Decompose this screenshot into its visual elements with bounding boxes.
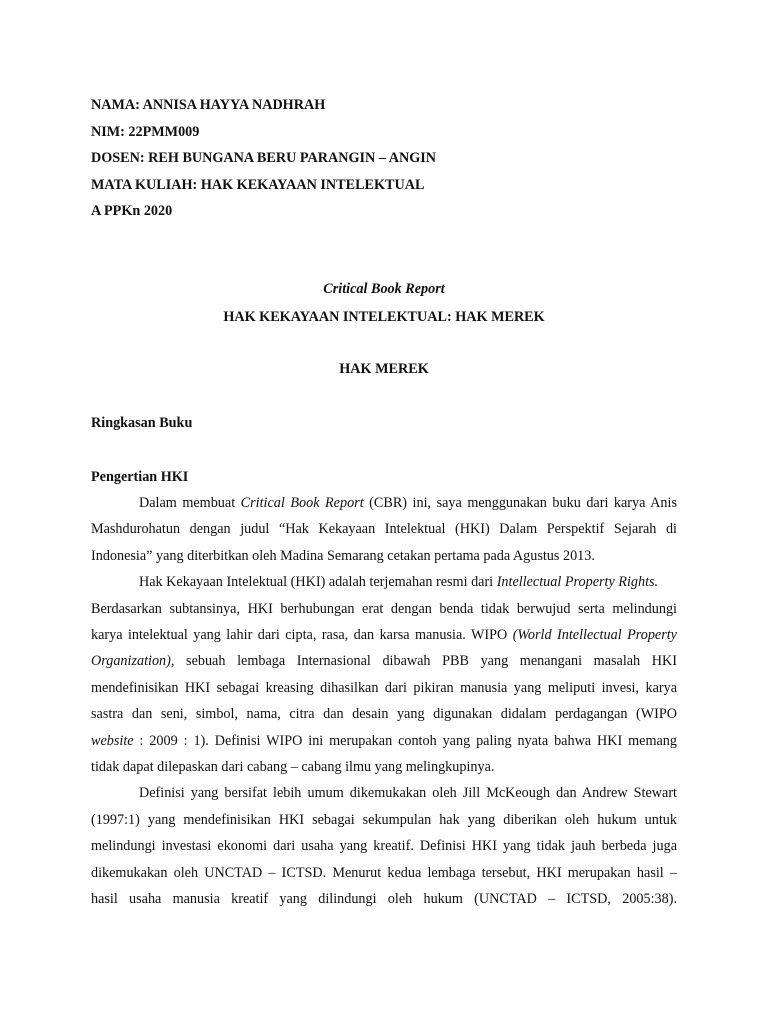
lecturer-name: DOSEN: REH BUNGANA BERU PARANGIN – ANGIN: [91, 150, 436, 166]
class-name: A PPKn 2020: [91, 203, 173, 219]
paragraph-line: karya intelektual yang lahir dari cipta, rasa, dan karsa manusia. WIPO (World Intellectual Property: [91, 627, 677, 644]
body-text: [91, 490, 677, 913]
paragraph-line: tidak dapat dilepaskan dari cabang – cabang ilmu yang melingkupinya.: [91, 759, 495, 776]
paragraph-line: Mashdurohatun dengan judul “Hak Kekayaan Intelektual (HKI) Dalam Perspektif Sejarah di: [91, 521, 677, 538]
paragraph-line: Hak Kekayaan Intelektual (HKI) adalah terjemahan resmi dari Intellectual Property Rights.: [139, 574, 659, 591]
paragraph-line: melindungi investasi ekonomi dari usaha yang kreatif. Definisi HKI yang tidak jauh berbeda juga: [91, 838, 677, 855]
student-info-block: [91, 92, 691, 225]
paragraph-line: Definisi yang bersifat lebih umum dikemukakan oleh Jill McKeough dan Andrew Stewart: [139, 785, 677, 802]
paragraph-line: Dalam membuat Critical Book Report (CBR) ini, saya menggunakan buku dari karya Anis: [139, 495, 677, 511]
pengertian-heading: Pengertian HKI: [91, 469, 189, 485]
paragraph-line: (1997:1) yang mendefinisikan HKI sebagai sekumpulan hak yang diberikan oleh hukum untuk: [91, 811, 677, 828]
paragraph-3: [91, 780, 677, 912]
paragraph-2: [91, 569, 677, 780]
report-type-title: Critical Book Report: [323, 281, 445, 297]
paragraph-line: sastra dan seni, simbol, nama, citra dan desain yang digunakan didalam perdagangan (WIPO: [91, 706, 677, 723]
paragraph-1: [91, 490, 677, 569]
paragraph-line: Berdasarkan subtansinya, HKI berhubungan erat dengan benda tidak berwujud serta melindungi: [91, 600, 677, 617]
paragraph-line: Indonesia” yang diterbitkan oleh Madina Semarang cetakan pertama pada Agustus 2013.: [91, 547, 595, 564]
course-name: MATA KULIAH: HAK KEKAYAAN INTELEKTUAL: [91, 176, 425, 193]
ringkasan-heading: Ringkasan Buku: [91, 415, 193, 431]
paragraph-line: hasil usaha manusia kreatif yang dilindungi oleh hukum (UNCTAD – ICTSD, 2005:38).: [91, 891, 677, 908]
paragraph-line: website : 2009 : 1). Definisi WIPO ini merupakan contoh yang paling nyata bahwa HKI memang: [91, 732, 677, 749]
paragraph-line: dikemukakan oleh UNCTAD – ICTSD. Menurut kedua lembaga tersebut, HKI merupakan hasil –: [91, 864, 677, 881]
paragraph-line: mendefinisikan HKI sebagai kreasing dihasilkan dari pikiran manusia yang meliputi invesi, karya: [91, 679, 677, 696]
document-title: HAK KEKAYAAN INTELEKTUAL: HAK MEREK: [223, 309, 545, 325]
student-name: NAMA: ANNISA HAYYA NADHRAH: [91, 97, 326, 113]
section-heading: HAK MEREK: [339, 361, 429, 377]
student-nim: NIM: 22PMM009: [91, 123, 200, 140]
paragraph-line: Organization), sebuah lembaga Internasional dibawah PBB yang menangani masalah HKI: [91, 653, 677, 670]
